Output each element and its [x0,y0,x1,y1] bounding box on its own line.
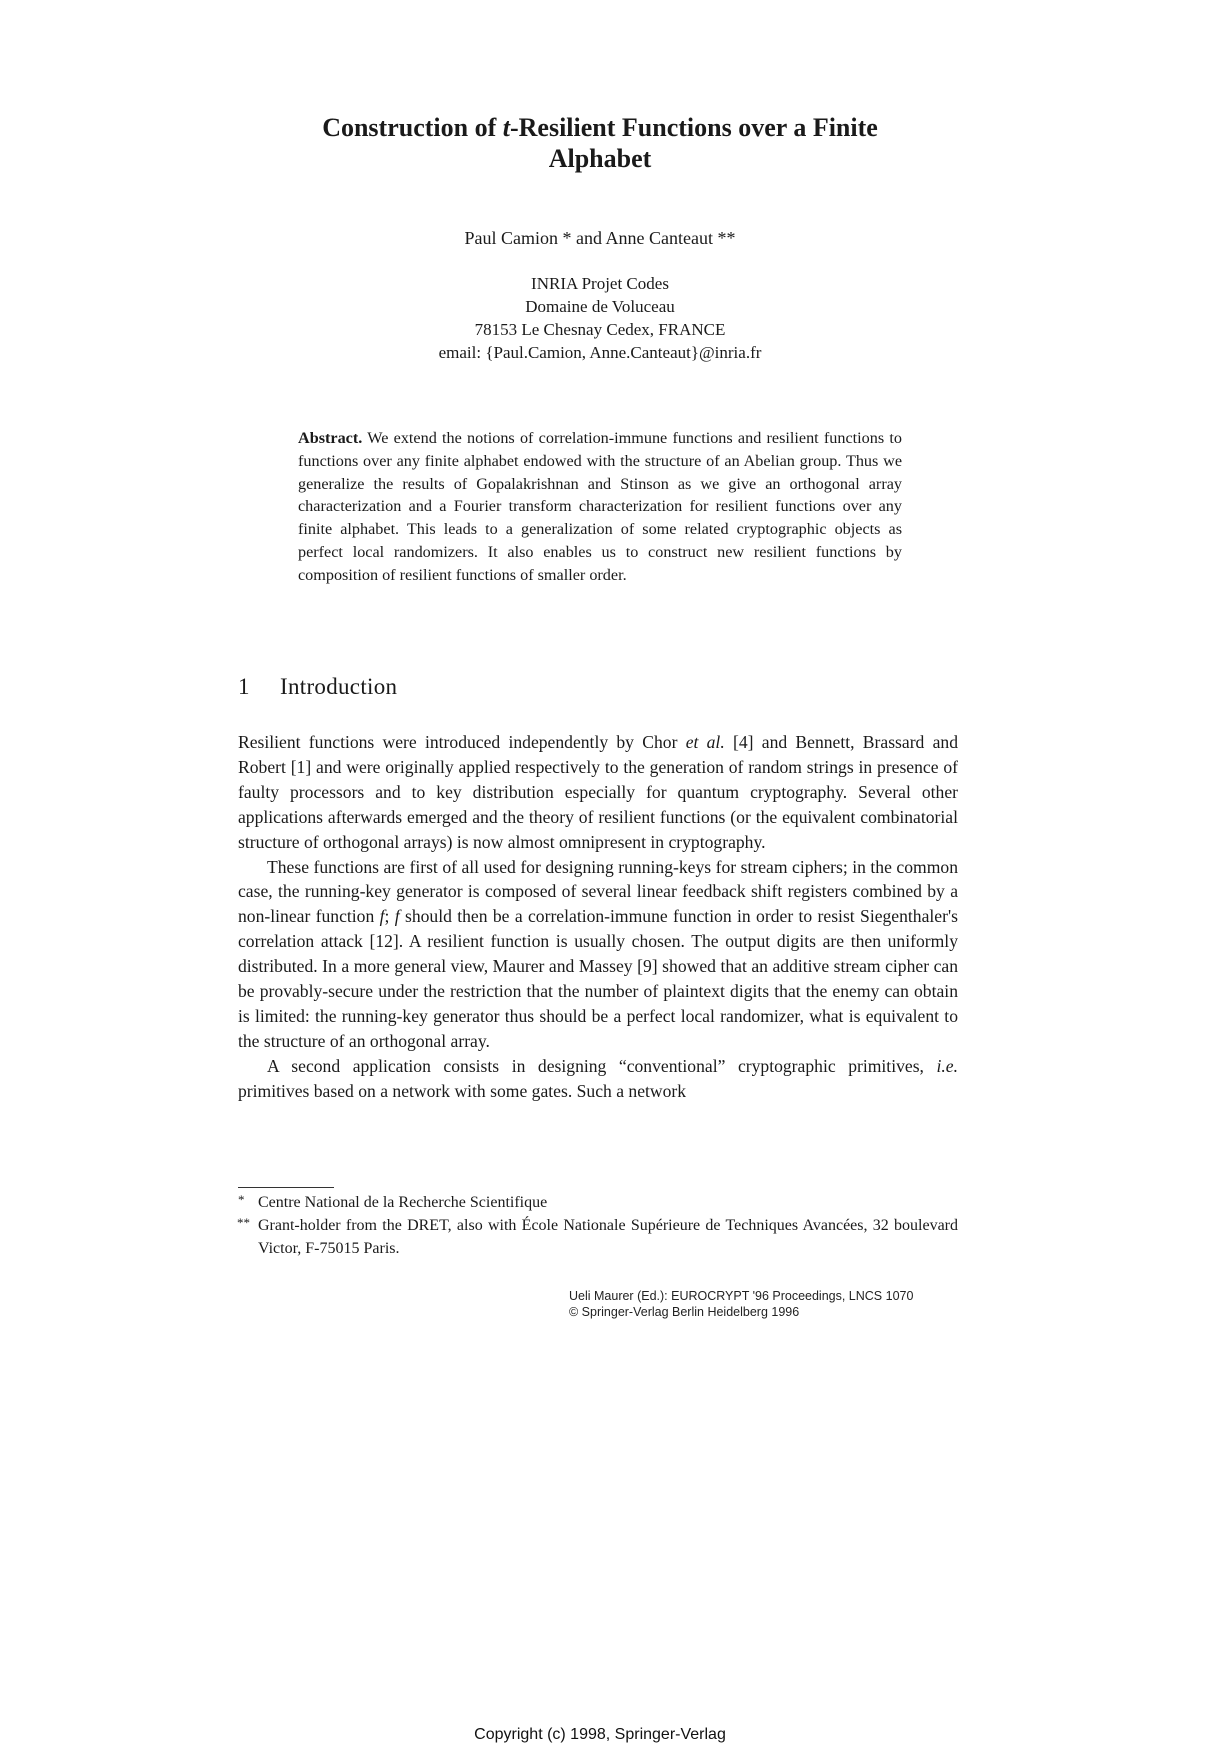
publication-line: © Springer-Verlag Berlin Heidelberg 1996 [569,1305,800,1319]
affiliation-email: email: {Paul.Camion, Anne.Canteaut}@inria.fr [438,343,762,362]
footnotes [238,1191,958,1260]
affiliation-line: INRIA Projet Codes [531,274,669,293]
publication-line: Ueli Maurer (Ed.): EUROCRYPT '96 Proceedings, LNCS 1070 [569,1289,914,1303]
paragraph: Resilient functions were introduced independently by Chor et al. [4] and Bennett, Brassard and Robert [1] and were originally applied respectively to the generation of random strings in presence of faulty processors and to key distribution especially for quantum cryptography. Several other applications afterwards emerged and the theory of resilient functions (or the equivalent combinatorial structure of orthogonal arrays) is now almost omnipresent in cryptography. [238,732,959,852]
title-line-1: Construction of t-Resilient Functions over a Finite [322,113,878,142]
section-number: 1 [238,674,250,699]
paper-title [200,112,1000,174]
footnote-mark: ** [237,1215,250,1230]
footnote-text: Grant-holder from the DRET, also with École Nationale Supérieure de Techniques Avancées, 32 boulevard Victor, F-75015 Paris. [258,1217,958,1257]
footnote-rule [238,1187,334,1188]
copyright-notice: Copyright (c) 1998, Springer-Verlag [474,1726,726,1743]
affiliation-block [300,272,900,364]
footnote [238,1214,958,1260]
footnote-mark: * [238,1192,245,1207]
abstract [298,427,902,587]
title-line-2: Alphabet [548,144,652,173]
section-title: Introduction [280,674,398,699]
abstract-label: Abstract. [298,429,363,447]
publication-info [569,1288,969,1320]
footnote-text: Centre National de la Recherche Scientifique [258,1194,548,1211]
paragraph: A second application consists in designing “conventional” cryptographic primitives, i.e. primitives based on a network with some gates. Such a network [238,1055,958,1101]
abstract-text: We extend the notions of correlation-immune functions and resilient functions to functions over any finite alphabet endowed with the structure of an Abelian group. Thus we generalize the results of Gopalakrishnan and Stinson as we give an orthogonal array characterization and a Fourier transform characterization for resilient functions over any finite alphabet. This leads to a generalization of some related cryptographic objects as perfect local randomizers. It also enables us to construct new resilient functions by composition of resilient functions of smaller order. [298,429,902,584]
paragraph: These functions are first of all used for designing running-keys for stream ciphers; in the common case, the running-key generator is composed of several linear feedback shift registers combined by a non-linear function f; f should then be a correlation-immune function in order to resist Siegenthaler's correlation attack [12]. A resilient function is usually chosen. The output digits are then uniformly distributed. In a more general view, Maurer and Massey [9] showed that an additive stream cipher can be provably-secure under the restriction that the number of plaintext digits that the enemy can obtain is limited: the running-key generator thus should be a perfect local randomizer, what is equivalent to the structure of an orthogonal array. [238,856,958,1051]
affiliation-line: 78153 Le Chesnay Cedex, FRANCE [474,320,726,339]
body-text [238,730,958,1104]
affiliation-line: Domaine de Voluceau [525,297,675,316]
footnote [238,1191,958,1214]
author-list: Paul Camion * and Anne Canteaut ** [464,228,736,248]
section-heading [238,674,397,700]
